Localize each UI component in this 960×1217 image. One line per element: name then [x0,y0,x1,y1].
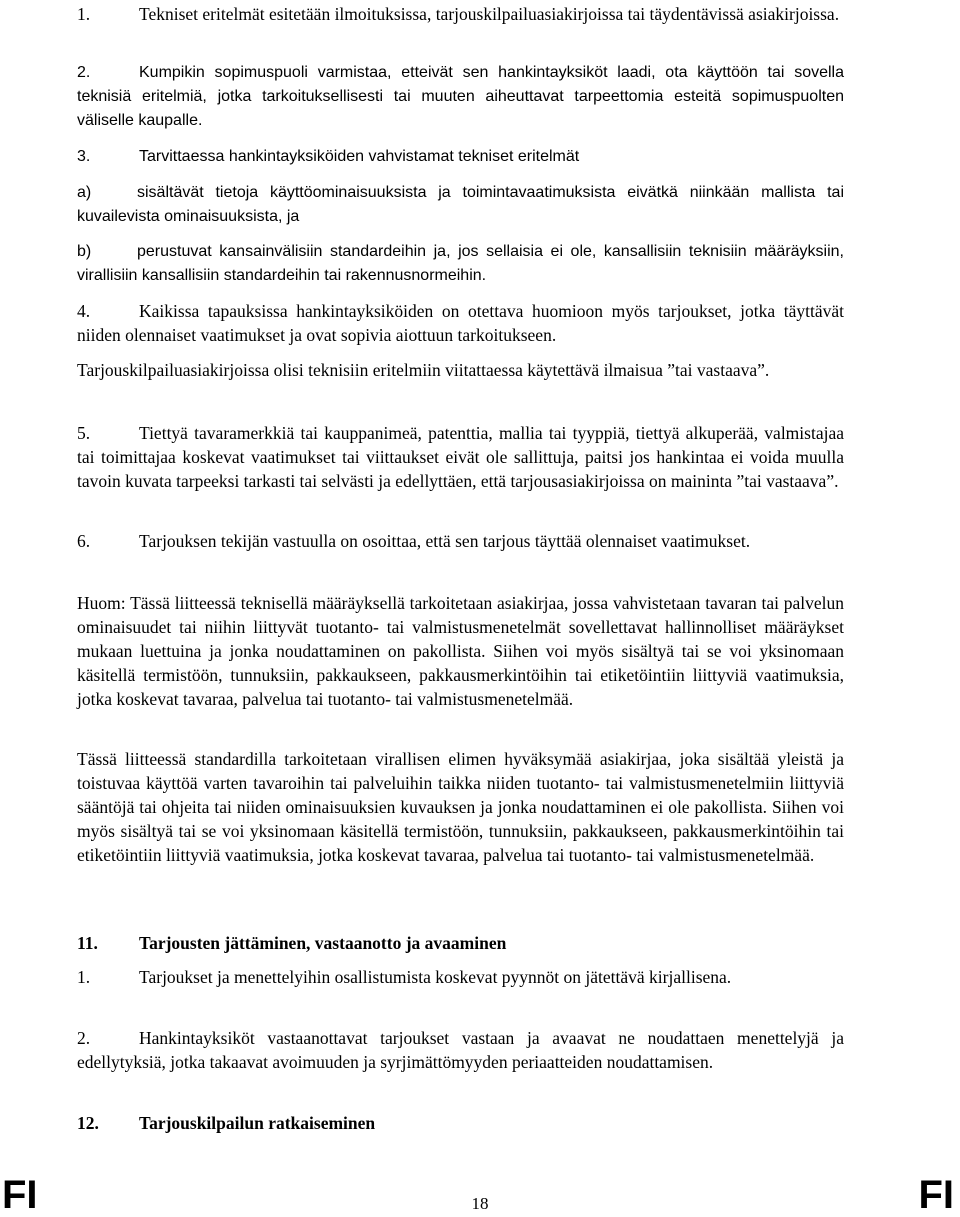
paragraph-text: Tekniset eritelmät esitetään ilmoituksissa, tarjouskilpailuasiakirjoissa tai täydentävissä asiakirjoissa. [139,4,840,24]
paragraph-number: 3. [77,148,91,165]
paragraph-number: 2. [77,64,91,81]
paragraph-text: Kumpikin sopimuspuoli varmistaa, etteivät sen hankintayksiköt laadi, ota käyttöön tai sovella teknisiä eritelmiä, jotka tarkoituksellisesti tai muuten aiheuttavat tarpeettomia esteitä sopimuspuolten väliselle kaupalle. [77,64,844,129]
section-number: 12. [77,1113,99,1133]
section-title: Tarjousten jättäminen, vastaanotto ja avaaminen [139,933,507,953]
paragraph-text: Tarjouskilpailuasiakirjoissa olisi teknisiin eritelmiin viitattaessa käytettävä ilmaisua ”tai vastaava”. [77,360,770,380]
paragraph-number: 4. [77,301,91,321]
paragraph-standardi [77,747,844,867]
paragraph-3b [77,240,844,288]
paragraph-text: perustuvat kansainvälisiin standardeihin ja, jos sellaisia ei ole, kansallisiin teknisiin määräyksiin, virallisiin kansallisiin standardeihin tai rakennusnormeihin. [77,243,844,284]
paragraph-text: Tässä liitteessä standardilla tarkoitetaan virallisen elimen hyväksymää asiakirjaa, joka sisältää yleistä ja toistuvaa käyttöä varten tavaroihin tai palveluihin taikka niiden tuotanto- tai valmistusmenetelmiin liittyviä sääntöjä tai ohjeita tai niiden ominaisuuksien kuvauksen ja jonka noudattaminen ei ole pakollista. Siihen voi myös sisältyä tai se voi yksinomaan käsitellä termistöön, tunnuksiin, pakkaukseen, pakkausmerkintöihin tai etiketöintiin liittyviä vaatimuksia, jotka koskevat tavaraa, palvelua tai tuotanto- tai valmistusmenetelmää. [77,749,844,865]
paragraph-11-1 [77,965,844,989]
paragraph-text: Tarjoukset ja menettelyihin osallistumista koskevat pyynnöt on jätettävä kirjallisena. [139,967,732,987]
paragraph-text: Tarjouksen tekijän vastuulla on osoittaa, että sen tarjous täyttää olennaiset vaatimukset. [139,531,751,551]
page-number: 18 [471,1194,489,1213]
footer-language-mark-left: FI [2,1173,38,1217]
paragraph-4-continued [77,358,844,382]
item-label: b) [77,243,92,260]
paragraph-4 [77,299,844,347]
paragraph-text: Kaikissa tapauksissa hankintayksiköiden on otettava huomioon myös tarjoukset, jotka täyttävät niiden olennaiset vaatimukset ja ovat sopivia aiottuun tarkoitukseen. [77,301,844,345]
paragraph-text: Huom: Tässä liitteessä teknisellä määräyksellä tarkoitetaan asiakirjaa, jossa vahvistetaan tavaran tai palvelun ominaisuudet tai niihin liittyvät tuotanto- tai valmistusmenetelmät sovellettavat hallinnolliset määräykset mukaan luettuina ja jonka noudattaminen on pakollista. Siihen voi myös sisältyä tai se voi yksinomaan käsitellä termistöön, tunnuksiin, pakkaukseen, pakkausmerkintöihin tai etiketöintiin liittyviä vaatimuksia, jotka koskevat tavaraa, palvelua tai tuotanto- tai valmistusmenetelmää. [77,593,844,709]
paragraph-3 [77,145,844,169]
section-number: 11. [77,933,98,953]
paragraph-number: 6. [77,531,91,551]
paragraph-5 [77,421,844,493]
section-title: Tarjouskilpailun ratkaiseminen [139,1113,376,1133]
item-label: a) [77,184,92,201]
paragraph-number: 2. [77,1028,91,1048]
paragraph-number: 1. [77,4,91,24]
section-heading-12 [77,1111,844,1135]
paragraph-11-2 [77,1026,844,1074]
paragraph-huom [77,591,844,711]
paragraph-number: 5. [77,423,91,443]
paragraph-number: 1. [77,967,91,987]
section-heading-11 [77,931,844,955]
paragraph-1 [77,2,844,26]
paragraph-text: Tarvittaessa hankintayksiköiden vahvistamat tekniset eritelmät [139,148,580,165]
paragraph-text: Tiettyä tavaramerkkiä tai kauppanimeä, patenttia, mallia tai tyyppiä, tiettyä alkuperää, valmistajaa tai toimittajaa koskevat vaatimukset tai viittaukset eivät ole sallittuja, paitsi jos hankintaa ei voida muulla tavoin kuvata tarpeeksi tarkasti tai selvästi ja edellyttäen, että tarjousasiakirjoissa on maininta ”tai vastaava”. [77,423,844,491]
paragraph-3a [77,181,844,229]
paragraph-text: Hankintayksiköt vastaanottavat tarjoukset vastaan ja avaavat ne noudattaen menettelyjä ja edellytyksiä, jotka takaavat avoimuuden ja syrjimättömyyden periaatteiden noudattamisen. [77,1028,844,1072]
paragraph-2 [77,61,844,133]
paragraph-text: sisältävät tietoja käyttöominaisuuksista ja toimintavaatimuksista eivätkä niinkään mallista tai kuvailevista ominaisuuksista, ja [77,184,844,225]
paragraph-6 [77,529,844,553]
footer-language-mark-right: FI [918,1173,954,1217]
